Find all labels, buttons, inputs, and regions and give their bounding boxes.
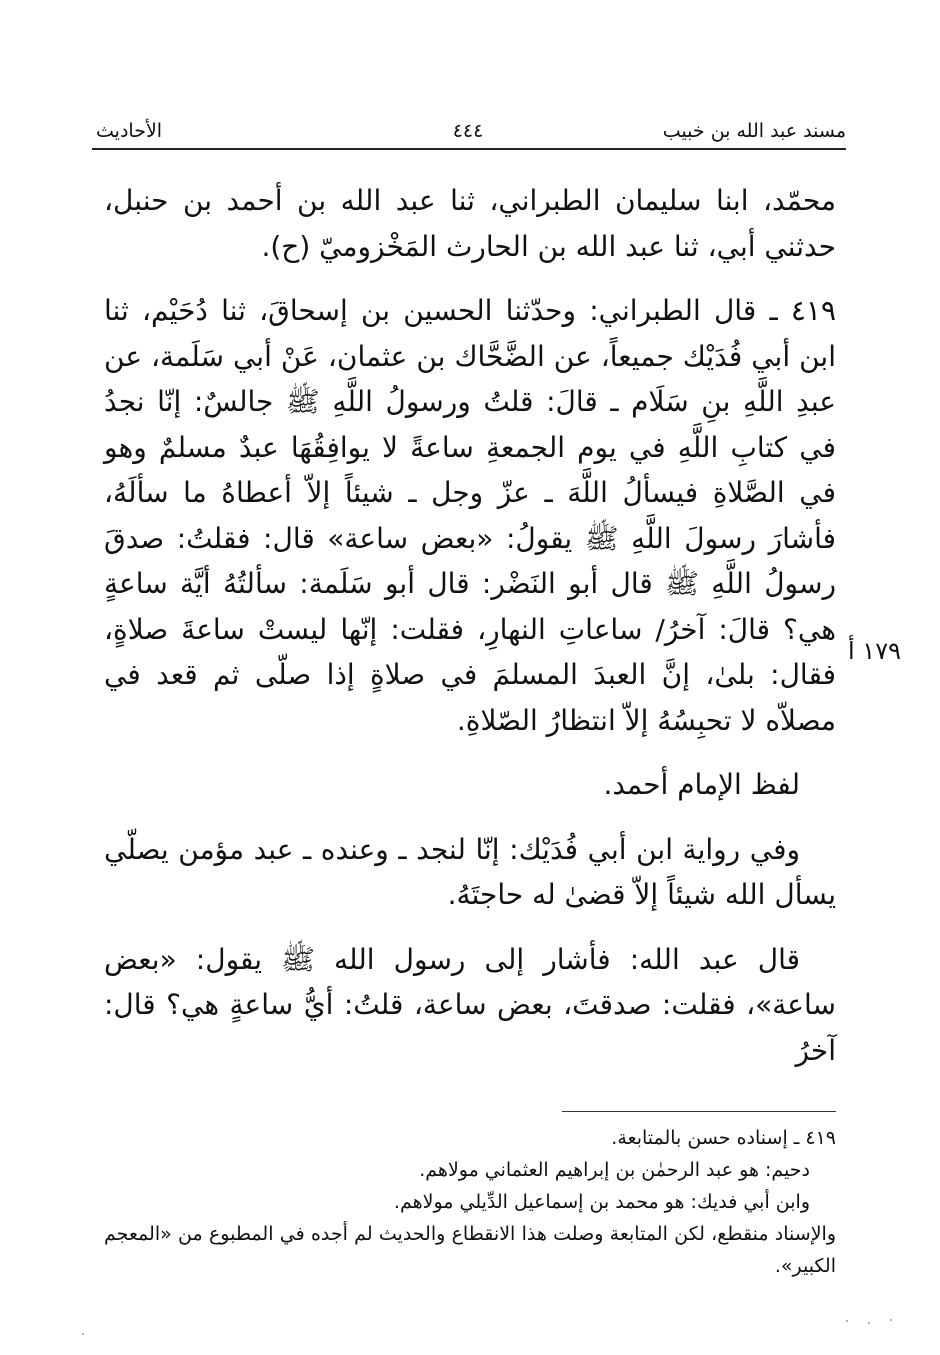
running-head-section-title: الأحاديث [96,120,163,142]
paragraph-abdullah-report: قال عبد الله: فأشار إلى رسول الله ﷺ يقول: «بعض ساعة»، فقلت: صدقتَ، بعض ساعة، قلتُ: أيُّ ساعةٍ هي؟ قال: آخرُ [104,942,836,1067]
footnote-line: دحيم: هو عبد الرحمٰن بن إبراهيم العثماني مولاهم. [419,1159,810,1181]
footnote-line: وابن أبي فديك: هو محمد بن إسماعيل الدِّيلي مولاهم. [393,1191,810,1213]
scan-speck [890,1319,892,1321]
paragraph-hadith-419: ٤١٩ ـ قال الطبراني: وحدّثنا الحسين بن إسحاقَ، ثنا دُحَيْم، ثنا ابن أبي فُدَيْك جميعاً، عن الضَّحَّاك بن عثمان، عَنْ أبي سَلَمة، عن عبدِ اللَّهِ بنِ سَلَام ـ قالَ: قلتُ ورسولُ اللَّهِ ﷺ جالسٌ: إنّا نجدُ في كتابِ اللَّهِ في يوم الجمعةِ ساعةً لا يوافِقُهَا عبدٌ مسلمٌ وهو في الصَّلاةِ فيسألُ اللَّهَ ـ عزّ وجل ـ شيئاً إلاّ أعطاهُ ما سألَهُ، فأشارَ رسولَ اللَّهِ ﷺ يقولُ: «بعض ساعة» قال: فقلتُ: صدقَ رسولُ اللَّهِ ﷺ قال أبو النَضْر: قال أبو سَلَمة: سألتُهُ أيَّة ساعةٍ هي؟ قالَ: آخرُ/ ساعاتِ النهارِ، فقلت: إنّها ليستْ ساعةَ صلاةٍ، فقال: بلىٰ، إنَّ العبدَ المسلمَ في صلاةٍ إذا صلّى ثم قعد في مصلاّه لا تحبِسُهُ إلاّ انتظارُ الصّلاةِ. [104,294,836,737]
main-text [104,178,836,1092]
footnotes [104,1122,836,1282]
running-head-book-title: مسند عبد الله بن خبيب [662,120,846,142]
footnote-line: والإسناد منقطع، لكن المتابعة وصلت هذا الانقطاع والحديث لم أجده في المطبوع من «المعجم الكبير». [104,1223,836,1277]
page-number: ٤٤٤ [452,120,484,142]
manuscript-folio-marker: ١٧٩ أ [848,637,901,665]
scan-speck [846,1320,848,1322]
footnote-line: ٤١٩ ـ إسناده حسن بالمتابعة. [611,1127,836,1149]
footnote-rule [562,1111,836,1112]
scan-speck [82,1333,84,1335]
paragraph-wording-note: لفظ الإمام أحمد. [603,768,800,801]
paragraph-isnad-continuation: محمّد، ابنا سليمان الطبراني، ثنا عبد الله بن أحمد بن حنبل، حدثني أبي، ثنا عبد الله بن الحارث المَخْزوميّ (ح). [104,184,836,263]
paragraph-ibn-abi-fudayk: وفي رواية ابن أبي فُدَيْك: إنّا لنجد ـ وعنده ـ عبد مؤمن يصلّي يسأل الله شيئاً إلاّ قضىٰ له حاجتَهُ. [104,832,836,911]
page-header [90,117,846,147]
header-rule [92,148,846,150]
scan-speck [868,1322,870,1324]
